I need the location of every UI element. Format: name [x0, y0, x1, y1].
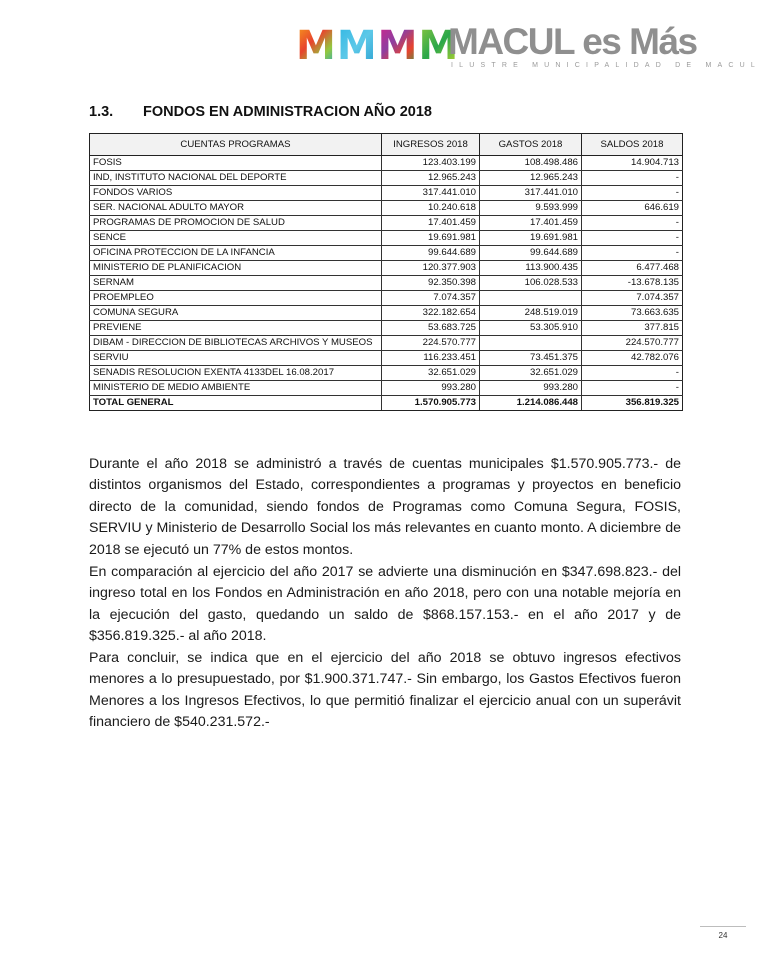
- cell-saldos: -: [582, 171, 683, 186]
- logo-letter-4: M: [418, 23, 458, 69]
- cell-gastos: 17.401.459: [480, 216, 582, 231]
- cell-gastos: 19.691.981: [480, 231, 582, 246]
- table-row: [90, 306, 683, 321]
- cell-saldos: 224.570.777: [582, 336, 683, 351]
- cell-saldos: -: [582, 231, 683, 246]
- cell-ingresos: 123.403.199: [382, 156, 480, 171]
- table-row: [90, 351, 683, 366]
- section-number: 1.3.: [89, 104, 114, 120]
- cell-gastos: [480, 336, 582, 351]
- table-row: [90, 261, 683, 276]
- cell-cuenta: MINISTERIO DE PLANIFICACION: [90, 261, 382, 276]
- cell-gastos: 108.498.486: [480, 156, 582, 171]
- table-row: [90, 231, 683, 246]
- table-row: [90, 201, 683, 216]
- logo-subtitle: ILUSTRE MUNICIPALIDAD DE MACUL: [451, 62, 761, 69]
- table-row: [90, 171, 683, 186]
- table-row: [90, 246, 683, 261]
- paragraph-conclusion: Para concluir, se indica que en el ejercicio del año 2018 se obtuvo ingresos efectivos menores a lo presupuestado, por $1.900.371.747.- Sin embargo, los Gastos Efectivos fueron Menores a los Ingresos Efectivos, lo que permitió finalizar el ejercicio anual con un superávit financiero de $540.231.572.-: [89, 650, 681, 731]
- cell-gastos: 317.441.010: [480, 186, 582, 201]
- header-saldos: SALDOS 2018: [582, 134, 683, 156]
- cell-gastos: 993.280: [480, 381, 582, 396]
- logo-mark: [296, 24, 457, 68]
- cell-gastos: 106.028.533: [480, 276, 582, 291]
- table-row: [90, 276, 683, 291]
- cell-cuenta: PROEMPLEO: [90, 291, 382, 306]
- cell-cuenta: FONDOS VARIOS: [90, 186, 382, 201]
- cell-cuenta: OFICINA PROTECCION DE LA INFANCIA: [90, 246, 382, 261]
- cell-ingresos: 99.644.689: [382, 246, 480, 261]
- table-row: [90, 216, 683, 231]
- cell-ingresos: 12.965.243: [382, 171, 480, 186]
- cell-saldos: -: [582, 366, 683, 381]
- cell-saldos: -: [582, 186, 683, 201]
- cell-cuenta: SENCE: [90, 231, 382, 246]
- cell-cuenta: SER. NACIONAL ADULTO MAYOR: [90, 201, 382, 216]
- cell-ingresos: 120.377.903: [382, 261, 480, 276]
- cell-cuenta: MINISTERIO DE MEDIO AMBIENTE: [90, 381, 382, 396]
- cell-gastos: 73.451.375: [480, 351, 582, 366]
- cell-cuenta: IND, INSTITUTO NACIONAL DEL DEPORTE: [90, 171, 382, 186]
- cell-ingresos: 224.570.777: [382, 336, 480, 351]
- header-ingresos: INGRESOS 2018: [382, 134, 480, 156]
- municipality-logo: [296, 20, 761, 69]
- cell-saldos: -: [582, 216, 683, 231]
- logo-letter-1: M: [296, 23, 335, 69]
- funds-table: [89, 133, 683, 411]
- cell-ingresos: 322.182.654: [382, 306, 480, 321]
- cell-saldos: 377.815: [582, 321, 683, 336]
- cell-gastos: 113.900.435: [480, 261, 582, 276]
- cell-ingresos: 116.233.451: [382, 351, 480, 366]
- cell-cuenta: SERVIU: [90, 351, 382, 366]
- cell-ingresos: 17.401.459: [382, 216, 480, 231]
- cell-total-label: TOTAL GENERAL: [90, 396, 382, 411]
- paragraph-summary-2018: Durante el año 2018 se administró a través de cuentas municipales $1.570.905.773.- de distintos organismos del Estado, correspondientes a programas y proyectos en beneficio directo de la comunidad, siendo fondos de Programas como Comuna Segura, FOSIS, SERVIU y Ministerio de Desarrollo Social los más relevantes en cuanto monto. A diciembre de 2018 se ejecutó un 77% de estos montos.: [89, 456, 681, 558]
- cell-ingresos: 7.074.357: [382, 291, 480, 306]
- table-row: [90, 321, 683, 336]
- cell-saldos: 646.619: [582, 201, 683, 216]
- cell-total-saldos: 356.819.325: [582, 396, 683, 411]
- cell-ingresos: 19.691.981: [382, 231, 480, 246]
- cell-ingresos: 993.280: [382, 381, 480, 396]
- table-total-row: [90, 396, 683, 411]
- table-row: [90, 366, 683, 381]
- logo-title: MACUL es Más: [448, 21, 697, 62]
- cell-ingresos: 92.350.398: [382, 276, 480, 291]
- table-row: [90, 336, 683, 351]
- cell-gastos: 9.593.999: [480, 201, 582, 216]
- page-number: 24: [718, 931, 728, 940]
- cell-total-gastos: 1.214.086.448: [480, 396, 582, 411]
- footer-divider: [700, 926, 746, 927]
- cell-cuenta: COMUNA SEGURA: [90, 306, 382, 321]
- cell-cuenta: FOSIS: [90, 156, 382, 171]
- logo-letter-3: M: [377, 23, 417, 69]
- cell-gastos: 53.305.910: [480, 321, 582, 336]
- table-row: [90, 156, 683, 171]
- cell-saldos: -: [582, 246, 683, 261]
- cell-saldos: 7.074.357: [582, 291, 683, 306]
- cell-cuenta: PROGRAMAS DE PROMOCION DE SALUD: [90, 216, 382, 231]
- cell-gastos: 32.651.029: [480, 366, 582, 381]
- cell-saldos: 73.663.635: [582, 306, 683, 321]
- cell-gastos: 12.965.243: [480, 171, 582, 186]
- cell-saldos: 14.904.713: [582, 156, 683, 171]
- cell-saldos: 6.477.468: [582, 261, 683, 276]
- cell-ingresos: 10.240.618: [382, 201, 480, 216]
- cell-ingresos: 53.683.725: [382, 321, 480, 336]
- cell-cuenta: PREVIENE: [90, 321, 382, 336]
- table-row: [90, 291, 683, 306]
- cell-saldos: -13.678.135: [582, 276, 683, 291]
- cell-ingresos: 317.441.010: [382, 186, 480, 201]
- cell-ingresos: 32.651.029: [382, 366, 480, 381]
- section-title: FONDOS EN ADMINISTRACION AÑO 2018: [143, 104, 432, 120]
- header-cuentas: CUENTAS PROGRAMAS: [90, 134, 382, 156]
- cell-gastos: 248.519.019: [480, 306, 582, 321]
- cell-cuenta: SERNAM: [90, 276, 382, 291]
- cell-gastos: [480, 291, 582, 306]
- cell-cuenta: SENADIS RESOLUCION EXENTA 4133DEL 16.08.2017: [90, 366, 382, 381]
- paragraph-comparison-2017: En comparación al ejercicio del año 2017 se advierte una disminución en $347.698.823.- del ingreso total en los Fondos en Administración en año 2018, pero con una notable mejoría en la ejecución del gasto, quedando un saldo de $868.157.153.- en el año 2017 y de $356.819.325.- al año 2018.: [89, 564, 681, 645]
- header-gastos: GASTOS 2018: [480, 134, 582, 156]
- cell-saldos: -: [582, 381, 683, 396]
- table-row: [90, 186, 683, 201]
- cell-saldos: 42.782.076: [582, 351, 683, 366]
- table-row: [90, 381, 683, 396]
- logo-letter-2: M: [336, 23, 376, 69]
- cell-total-ingresos: 1.570.905.773: [382, 396, 480, 411]
- cell-gastos: 99.644.689: [480, 246, 582, 261]
- table-header-row: [90, 134, 683, 156]
- section-heading: [89, 104, 432, 120]
- cell-cuenta: DIBAM - DIRECCION DE BIBLIOTECAS ARCHIVOS Y MUSEOS: [90, 336, 382, 351]
